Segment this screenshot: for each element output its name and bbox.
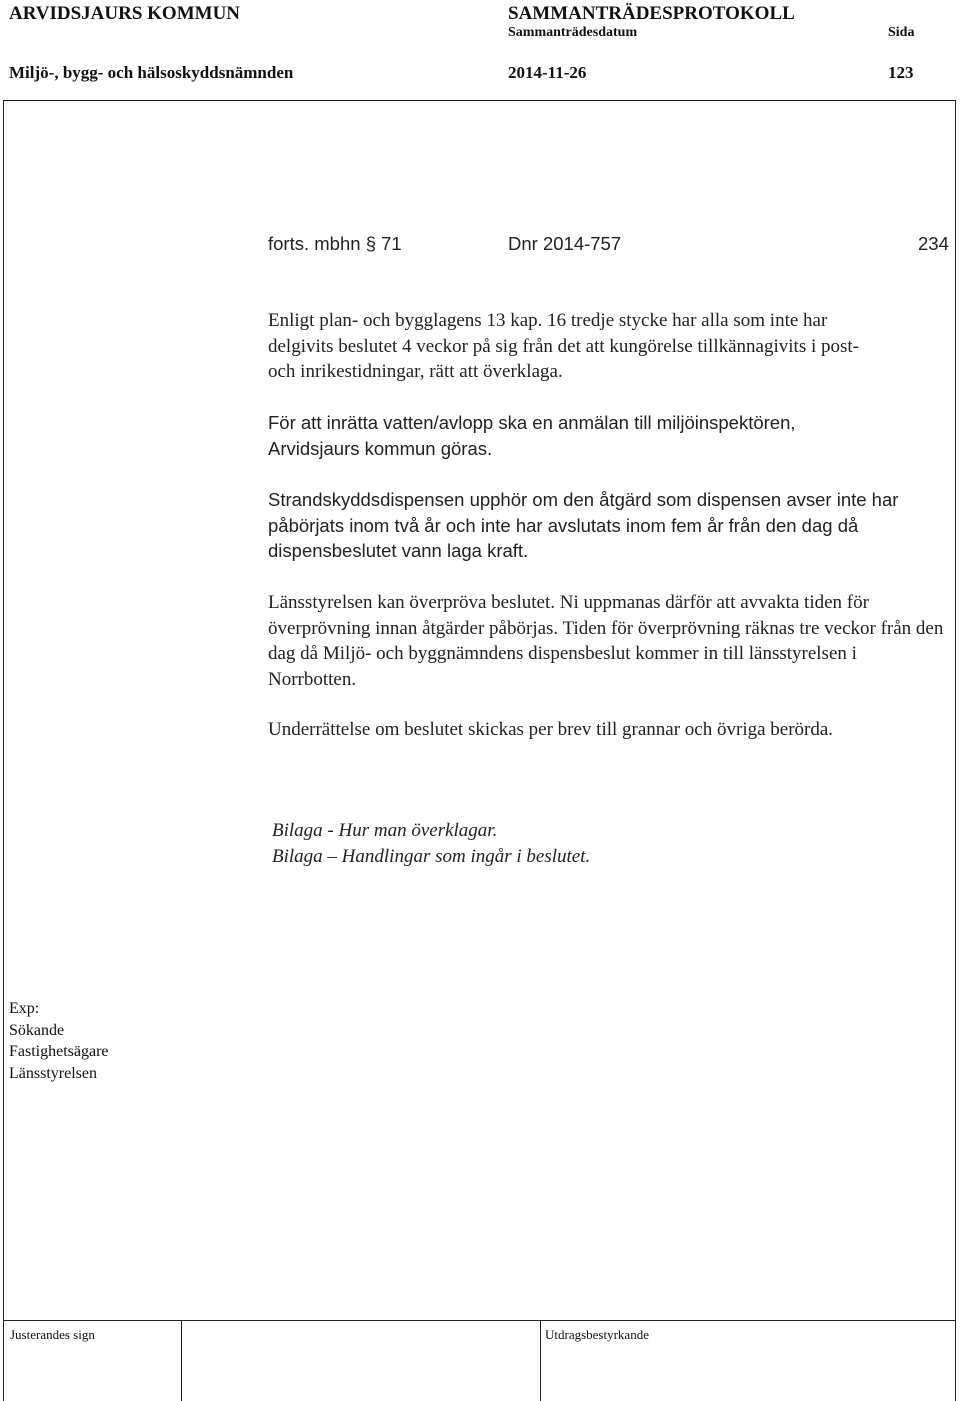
recipient-county-board: Länsstyrelsen — [9, 1064, 97, 1082]
recipient-applicant: Sökande — [9, 1021, 65, 1039]
organization-name: ARVIDSJAURS KOMMUN — [9, 3, 241, 24]
diary-number: Dnr 2014-757 — [508, 233, 622, 254]
signature-row — [3, 1320, 956, 1401]
signature-divider — [540, 1321, 541, 1401]
section-sign-icon: § — [365, 233, 376, 254]
case-number: 234 — [918, 233, 949, 254]
date-label: Sammanträdesdatum — [508, 25, 638, 40]
paragraph-shore-protection: Strandskyddsdispensen upphör om den åtgärd som dispensen avser inte har påbörjats inom två år och inte har avslutats inom fem år från den dag då dispensbeslutet vann laga kraft. — [268, 489, 899, 561]
page-number: 123 — [888, 63, 914, 82]
case-reference — [268, 233, 402, 255]
paragraph-appeal-rights: Enligt plan- och bygglagens 13 kap. 16 tredje stycke har alla som inte har delgivits beslutet 4 veckor på sig från det att kungörelse tillkännagivits i post- och inrikestidningar, rätt att överklaga. — [268, 310, 859, 382]
paragraph-notification: Underrättelse om beslutet skickas per brev till grannar och övriga berörda. — [268, 719, 834, 740]
section-number: 71 — [381, 233, 402, 254]
attachment-documents: Bilaga – Handlingar som ingår i beslutet. — [272, 846, 591, 867]
paragraph-county-review: Länsstyrelsen kan överpröva beslutet. Ni uppmanas därför att avvakta tiden för överprövning innan åtgärder påbörjas. Tiden för överprövning räknas tre veckor från den dag då Miljö- och byggnämndens dispensbeslut kommer in till länsstyrelsen i Norrbotten. — [268, 592, 944, 690]
paragraph-water-sewage: För att inrätta vatten/avlopp ska en anmälan till miljöinspektören, Arvidsjaurs kommun göras. — [268, 412, 796, 459]
attachment-how-to-appeal: Bilaga - Hur man överklagar. — [272, 820, 498, 841]
adjuster-sign-label: Justerandes sign — [10, 1327, 95, 1342]
meeting-date: 2014-11-26 — [508, 63, 587, 82]
extract-certification-label: Utdragsbestyrkande — [545, 1327, 649, 1342]
expedition-list — [9, 998, 109, 1084]
expedition-label: Exp: — [9, 1000, 40, 1017]
signature-divider — [181, 1321, 182, 1401]
page-label: Sida — [888, 25, 915, 40]
committee-name: Miljö-, bygg- och hälsoskyddsnämnden — [9, 63, 294, 82]
recipient-property-owner: Fastighetsägare — [9, 1043, 109, 1060]
page-frame — [3, 100, 956, 1400]
document-type: SAMMANTRÄDESPROTOKOLL — [508, 3, 795, 24]
case-ref-prefix: forts. mbhn — [268, 233, 361, 254]
